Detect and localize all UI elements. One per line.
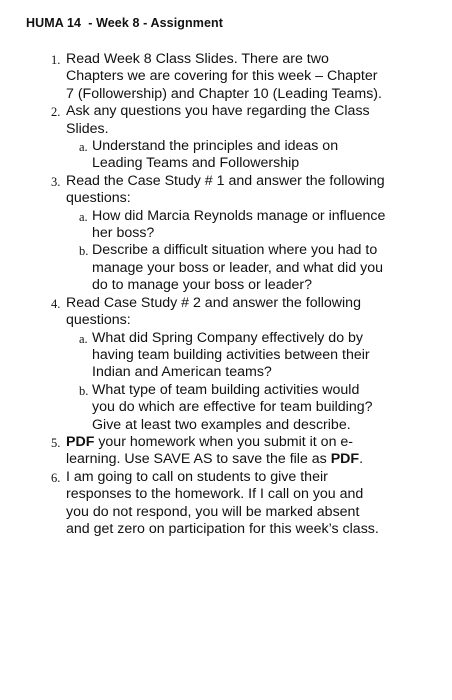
sub-list-item-letter: a. (79, 209, 88, 224)
list-item (0, 51, 452, 103)
sub-list-item-text-line: manage your boss or leader, and what did you (92, 259, 384, 276)
sub-list-item (66, 330, 412, 382)
sub-list-item-text-line: Leading Teams and Followership (92, 155, 300, 172)
list-item (0, 173, 452, 295)
list-item-text-line: Read Case Study # 2 and answer the following (66, 294, 361, 311)
sub-list-item-text-line: Indian and American teams? (92, 364, 272, 381)
sub-list-item-text-line: Give at least two examples and describe. (92, 416, 351, 433)
sub-list-item (66, 242, 412, 294)
bold-text: PDF (66, 433, 95, 450)
list-item (0, 469, 452, 539)
list-item-text-line: Chapters we are covering for this week – Chapter (66, 68, 378, 85)
list-item (0, 434, 452, 469)
sub-list-item-text-line: What type of team building activities would (92, 381, 360, 398)
sub-list-item-text-line: do to manage your boss or leader? (92, 277, 313, 294)
sub-list-item (66, 208, 412, 243)
sub-list-item-text-line: What did Spring Company effectively do by (92, 329, 364, 346)
list-item (0, 295, 452, 434)
list-item-text-line (66, 451, 412, 468)
list-item-text-line: Ask any questions you have regarding the Class (66, 103, 370, 120)
list-item-number: 5. (51, 435, 61, 450)
list-item-text-line: questions: (66, 190, 131, 207)
text-segment: your homework when you submit it on e- (94, 433, 354, 450)
sub-list-item-text-line: Understand the principles and ideas on (92, 138, 339, 155)
list-item (0, 103, 452, 173)
text-segment: . (359, 451, 364, 468)
list-item-text-line: 7 (Followership) and Chapter 10 (Leading Teams). (66, 85, 382, 102)
text-segment: learning. Use SAVE AS to save the file as (66, 451, 331, 468)
assignment-list (0, 51, 452, 538)
sub-list-item-text-line: having team building activities between their (92, 346, 370, 363)
sub-list-item-text-line: her boss? (92, 225, 155, 242)
list-item-text-line: questions: (66, 312, 131, 329)
list-item-number: 4. (51, 296, 61, 311)
list-item-number: 6. (51, 470, 61, 485)
list-item-text-line: responses to the homework. If I call on you and (66, 486, 364, 503)
list-item-number: 3. (51, 174, 61, 189)
sub-list-item (66, 138, 412, 173)
sub-list-item-text-line: Describe a difficult situation where you had to (92, 242, 378, 259)
list-item-text-line: and get zero on participation for this week’s class. (66, 520, 379, 537)
sub-list-item-text-line: How did Marcia Reynolds manage or influence (92, 207, 386, 224)
list-item-text-line: Read Week 8 Class Slides. There are two (66, 51, 329, 67)
sub-list-item-letter: b. (79, 383, 89, 398)
list-item-text-line: Read the Case Study # 1 and answer the following (66, 172, 385, 189)
sub-list-item-letter: a. (79, 331, 88, 346)
document-title: HUMA 14 - Week 8 - Assignment (26, 16, 224, 30)
list-item-text-line (66, 434, 412, 451)
list-item-number: 2. (51, 105, 61, 120)
list-item-number: 1. (51, 53, 61, 67)
sub-list-item-letter: b. (79, 244, 89, 259)
list-item-text-line: you do not respond, you will be marked absent (66, 503, 360, 520)
list-item-text-line: I am going to call on students to give their (66, 468, 328, 485)
sub-list-item-text-line: you do which are effective for team building? (92, 399, 373, 416)
bold-text: PDF (330, 451, 360, 468)
sub-list-item-letter: a. (79, 140, 88, 155)
list-item-text-line: Slides. (66, 120, 109, 137)
sub-list-item (66, 382, 412, 434)
